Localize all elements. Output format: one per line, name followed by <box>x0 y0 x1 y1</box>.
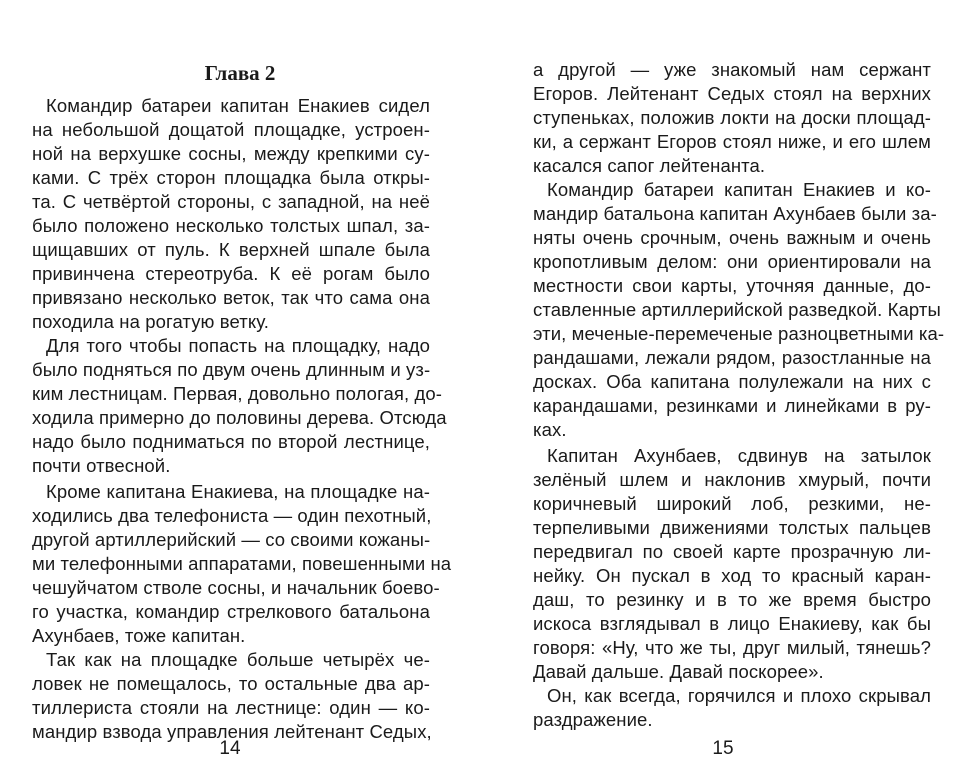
text-line: привинчена стереотруба. К её рогам было <box>32 263 430 284</box>
text-line: местности свои карты, уточняя данные, до- <box>533 275 931 296</box>
text-line: ходились два телефониста — один пехотный, <box>32 505 432 526</box>
text-line: ками. С трёх сторон площадка была откры- <box>32 167 430 188</box>
text-line: передвигал по своей карте прозрачную ли- <box>533 541 931 562</box>
text-line: чешуйчатом стволе сосны, и начальник боево- <box>32 577 440 598</box>
text-line: искоса взглядывал в лицо Енакиеву, как бы <box>533 613 931 634</box>
text-line: ловек не помещалось, то остальные два ар- <box>32 673 430 694</box>
text-line: Для того чтобы попасть на площадку, надо <box>46 335 430 356</box>
text-line: ки, а сержант Егоров стоял ниже, и его шлем <box>533 131 931 152</box>
text-line: досках. Оба капитана полулежали на них с <box>533 371 931 392</box>
text-line: коричневый широкий лоб, резкими, не- <box>533 493 931 514</box>
text-line: Командир батареи капитан Енакиев сидел <box>46 95 430 116</box>
text-line: говоря: «Ну, что же ты, друг милый, тянешь? <box>533 637 931 658</box>
text-line: Капитан Ахунбаев, сдвинув на затылок <box>547 445 931 466</box>
text-line: было положено несколько толстых шпал, за- <box>32 215 430 236</box>
page-number: 15 <box>712 738 734 759</box>
text-line: Он, как всегда, горячился и плохо скрывал <box>547 685 931 706</box>
text-line: ставленные артиллерийской разведкой. Карты <box>533 299 941 320</box>
text-line: Ахунбаев, тоже капитан. <box>32 625 246 646</box>
text-line: зелёный шлем и наклонив хмурый, почти <box>533 469 931 490</box>
text-line: та. С четвёртой стороны, с западной, на неё <box>32 191 430 212</box>
text-line: ках. <box>533 419 567 440</box>
text-line: раздражение. <box>533 709 653 730</box>
right-page <box>480 0 960 782</box>
text-line: ной на верхушке сосны, между крепкими су- <box>32 143 430 164</box>
text-line: касался сапог лейтенанта. <box>533 155 766 176</box>
page-number: 14 <box>219 738 241 759</box>
text-line: другой артиллерийский — со своими кожаны- <box>32 529 431 550</box>
chapter-title: Глава 2 <box>204 61 276 85</box>
text-line: эти, меченые-перемеченые разноцветными ка- <box>533 323 945 344</box>
text-line: а другой — уже знакомый нам сержант <box>533 59 931 80</box>
text-line: Кроме капитана Енакиева, на площадке на- <box>46 481 430 502</box>
text-line: ким лестницам. Первая, довольно пологая, до- <box>32 383 443 404</box>
text-line: щищавших от пуль. К верхней шпале была <box>32 239 430 260</box>
text-line: мандир батальона капитан Ахунбаев были за- <box>533 203 937 224</box>
text-line: тиллериста стояли на лестнице: один — ко- <box>32 697 430 718</box>
text-line: почти отвесной. <box>32 455 171 476</box>
text-line: го участка, командир стрелкового батальона <box>32 601 430 622</box>
text-line: Командир батареи капитан Енакиев и ко- <box>547 179 931 200</box>
text-line: нейку. Он пускал в ход то красный каран- <box>533 565 931 586</box>
text-line: походила на рогатую ветку. <box>32 311 269 332</box>
text-line: кропотливым делом: они ориентировали на <box>533 251 931 272</box>
text-line: ми телефонными аппаратами, повешенными на <box>32 553 452 574</box>
text-line: Давай дальше. Давай поскорее». <box>533 661 824 682</box>
text-line: ходила примерно до половины дерева. Отсюда <box>32 407 447 428</box>
text-line: мандир взвода управления лейтенант Седых, <box>32 721 432 742</box>
text-line: терпеливыми движениями толстых пальцев <box>533 517 931 538</box>
text-line: рандашами, лежали рядом, разостланные на <box>533 347 931 368</box>
text-line: няты очень срочным, очень важным и очень <box>533 227 931 248</box>
text-line: Так как на площадке больше четырёх че- <box>46 649 430 670</box>
text-line: было подняться по двум очень длинным и уз- <box>32 359 431 380</box>
text-line: привязано несколько веток, так что сама она <box>32 287 430 308</box>
text-line: на небольшой дощатой площадке, устроен- <box>32 119 430 140</box>
text-line: Егоров. Лейтенант Седых стоял на верхних <box>533 83 931 104</box>
text-line: карандашами, резинками и линейками в ру- <box>533 395 931 416</box>
text-line: даш, то резинку и в то же время быстро <box>533 589 931 610</box>
text-line: надо было подниматься по второй лестнице, <box>32 431 430 452</box>
text-line: ступеньках, положив локти на доски площад- <box>533 107 931 128</box>
